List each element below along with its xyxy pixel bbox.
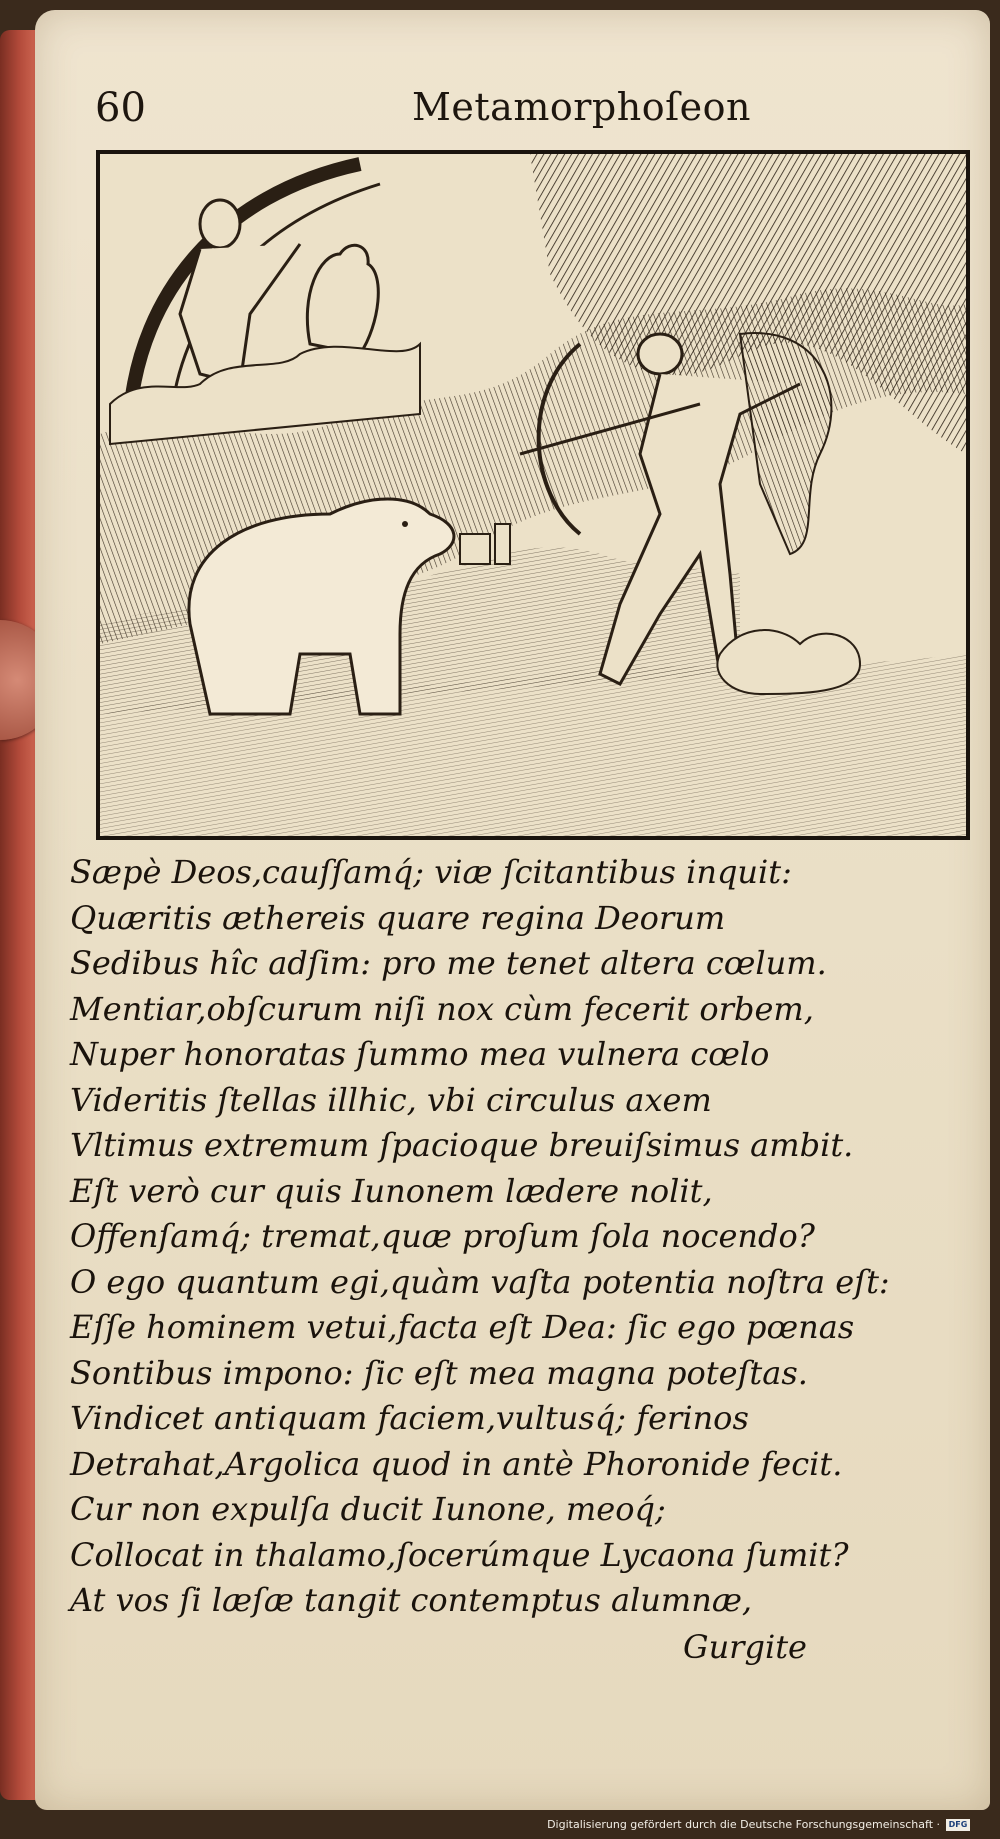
verse-line: O ego quantum egi,quàm vaſta potentia noſtra eſt: — [70, 1262, 890, 1301]
verse-line: Quæritis æthereis quare regina Deorum — [70, 898, 726, 937]
verse-line: Sontibus impono: ſic eſt mea magna poteſtas. — [70, 1353, 808, 1392]
credit-text: Digitalisierung gefördert durch die Deutsche Forschungsgemeinschaft · — [547, 1818, 940, 1831]
dfg-logo-icon: DFG — [946, 1819, 970, 1831]
verse-line: Eſſe hominem vetui,facta eſt Dea: ſic ego pœnas — [70, 1308, 855, 1346]
catchword: Gurgite — [683, 1628, 807, 1666]
running-head: Metamorphoſeon — [412, 85, 751, 129]
page-number: 60 — [95, 85, 146, 131]
verse-line: Vltimus extremum ſpacioque breuiſsimus ambit. — [70, 1126, 854, 1164]
verse-line: Offenſamq́; tremat,quæ proſum ſola nocendo? — [70, 1217, 815, 1255]
verse-line: Eſt verò cur quis Iunonem lædere nolit, — [70, 1171, 713, 1210]
verse-line: Videritis ſtellas illhic, vbi circulus axem — [70, 1080, 712, 1119]
woodcut-callisto-bear-hunter-icon — [100, 154, 966, 836]
verse-line: Sæpè Deos,cauſſamq́; viæ ſcitantibus inquit: — [70, 853, 792, 891]
verse-line: Detrahat,Argolica quod in antè Phoronide fecit. — [70, 1444, 843, 1483]
verse-line: Cur non expulſa ducit Iunone, meoq́; — [70, 1490, 666, 1528]
verse-line: Vindicet antiquam faciem,vultusq́; ferinos — [70, 1399, 749, 1437]
verse-line: Mentiar,obſcurum niſi nox cùm fecerit orbem, — [70, 989, 814, 1028]
verse-line: Nuper honoratas ſummo mea vulnera cœlo — [70, 1035, 770, 1073]
verse-block — [70, 850, 970, 1624]
digitization-credit — [547, 1818, 970, 1831]
verse-line: At vos ſi læſæ tangit contemptus alumnæ, — [70, 1581, 753, 1619]
verse-line: Collocat in thalamo,ſocerúmque Lycaona ſumit? — [70, 1535, 849, 1574]
verse-line: Sedibus hîc adſim: pro me tenet altera cœlum. — [70, 944, 827, 982]
woodcut-illustration — [96, 150, 970, 840]
